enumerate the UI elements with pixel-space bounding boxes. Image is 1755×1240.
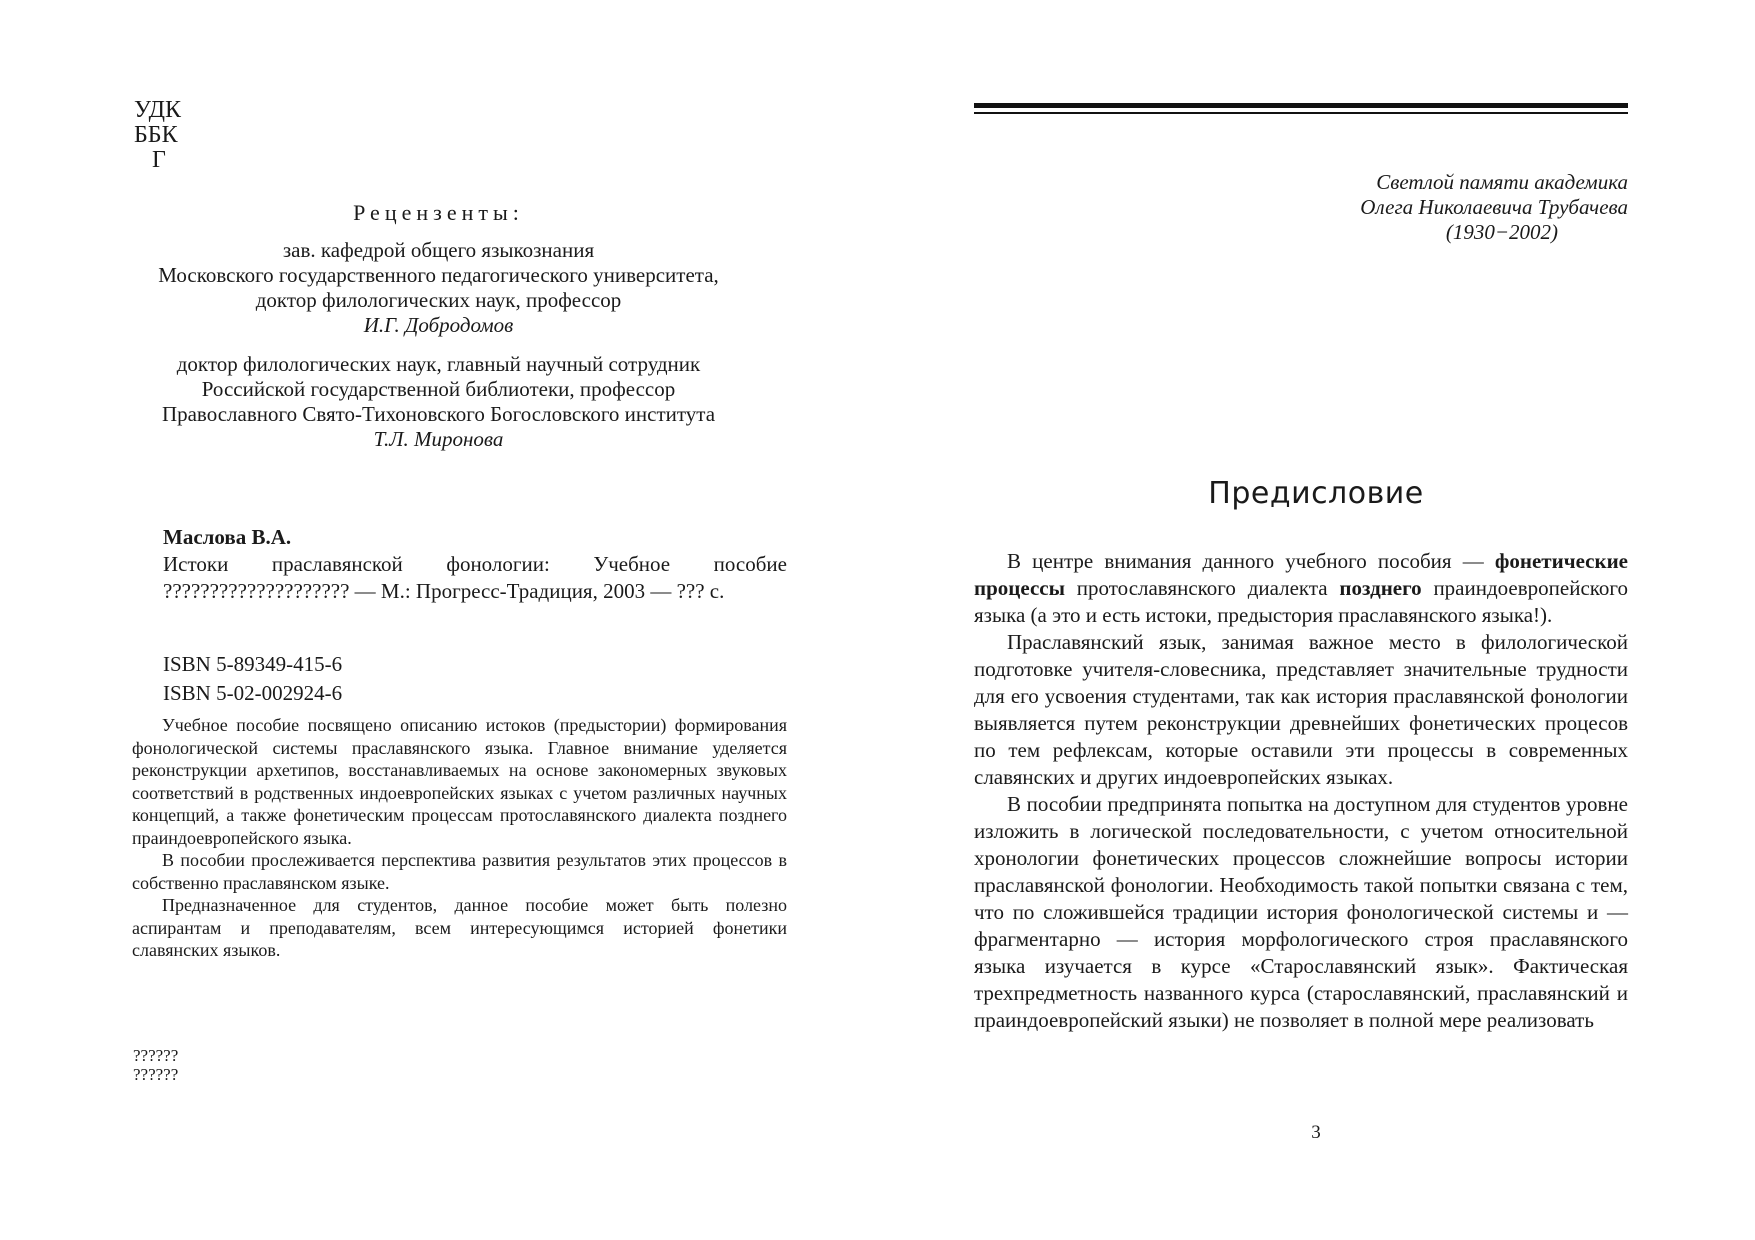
dedication-line: Олега Николаевича Трубачева [1360, 195, 1628, 219]
dedication [1360, 170, 1628, 245]
udk-label: УДК [134, 97, 181, 123]
reviewer-line: Российской государственной библиотеки, профессор [201, 377, 676, 401]
reviewer-line: доктор филологических наук, профессор [255, 288, 622, 312]
classification-codes [134, 98, 181, 173]
placeholder-codes [133, 1046, 178, 1084]
preface-bold-text: фонетические процессы [974, 549, 1628, 600]
imprint-line: ???????????????????? — М.: Прогресс-Традиция, 2003 — ??? с. [163, 579, 725, 603]
book-title-line: Истоки праславянской фонологии: Учебное пособие [163, 552, 787, 576]
preface-paragraph [974, 548, 1628, 629]
abstract-paragraph: Предназначенное для студентов, данное пособие может быть полезно аспирантам и преподавателям, всем интересующимся историей фонетики славянских языков. [132, 895, 787, 960]
preface-title: Предисловие [1208, 476, 1424, 511]
reviewer-line: зав. кафедрой общего языкознания [282, 238, 595, 262]
abstract-paragraph: Учебное пособие посвящено описанию истоков (предыстории) формирования фонологической системы праславянского языка. Главное внимание уделяется реконструкции архетипов, восстанавливаемых на основе закономерных звуковых соответствий в родственных индоевропейских языках с учетом различных научных концепций, а также фонетическим процессам протославянского диалекта позднего праиндоевропейского языка. [132, 715, 787, 848]
bbk-label: ББК [134, 122, 178, 148]
reviewers-heading: Рецензенты: [353, 200, 524, 225]
preface-text: В центре внимания данного учебного пособия — [1007, 549, 1495, 573]
preface-paragraph: В пособии предпринята попытка на доступном для студентов уровне изложить в логической последовательности, с учетом относительной хронологии фонетических процессов сложнейшие вопросы истории праславянской фонологии. Необходимость такой попытки связана с тем, что по сложившейся традиции история фонологической системы и — фрагментарно — история морфологического строя праславянского языка изучается в курсе «Старославянский язык». Фактическая трехпредметность названного курса (старославянский, праславянский и праиндоевропейский языки) не позволяет в полной мере реализовать [974, 792, 1628, 1032]
reviewer-name: И.Г. Добродомов [363, 313, 514, 337]
placeholder-code: ?????? [133, 1065, 179, 1084]
author-name: Маслова В.А. [163, 525, 292, 549]
reviewer-block [0, 238, 877, 338]
abstract-paragraph: В пособии прослеживается перспектива развития результатов этих процессов в собственно праславянском языке. [132, 850, 787, 893]
bibliographic-record [163, 524, 787, 605]
preface-text: праиндоевропейского языка (а это и есть истоки, предыстория праславянского языка!). [974, 576, 1629, 627]
abstract [132, 714, 787, 962]
reviewer-block [0, 352, 877, 452]
reviewer-line: Московского государственного педагогического университета, [158, 263, 719, 287]
preface-bold-text: позднего [1339, 576, 1422, 600]
reviewer-line: доктор филологических наук, главный научный сотрудник [176, 352, 701, 376]
header-rule-thin [974, 112, 1628, 114]
preface-body [974, 548, 1628, 1034]
isbn-number: ISBN 5-89349-415-6 [163, 652, 343, 676]
preface-text: протославянского диалекта [1065, 576, 1340, 600]
dedication-line: Светлой памяти академика [1376, 170, 1628, 194]
isbn-number: ISBN 5-02-002924-6 [163, 681, 343, 705]
header-rule-thick [974, 103, 1628, 108]
preface-paragraph: Праславянский язык, занимая важное место в филологической подготовке учителя-словесника, представляет значительные трудности для его усвоения студентами, так как история праславянской фонологии выявляется путем реконструкции древнейших фонетических процесов по тем рефлексам, которые оставили эти процессы в современных славянских и других индоевропейских языках. [974, 630, 1628, 789]
page-number: 3 [1311, 1122, 1321, 1143]
g-label: Г [134, 147, 166, 173]
reviewer-name: Т.Л. Миронова [373, 427, 504, 451]
dedication-years: (1930−2002) [1445, 220, 1558, 244]
reviewer-line: Православного Свято-Тихоновского Богословского института [161, 402, 716, 426]
left-page [0, 0, 877, 1240]
right-page [877, 0, 1755, 1240]
placeholder-code: ?????? [133, 1046, 179, 1065]
